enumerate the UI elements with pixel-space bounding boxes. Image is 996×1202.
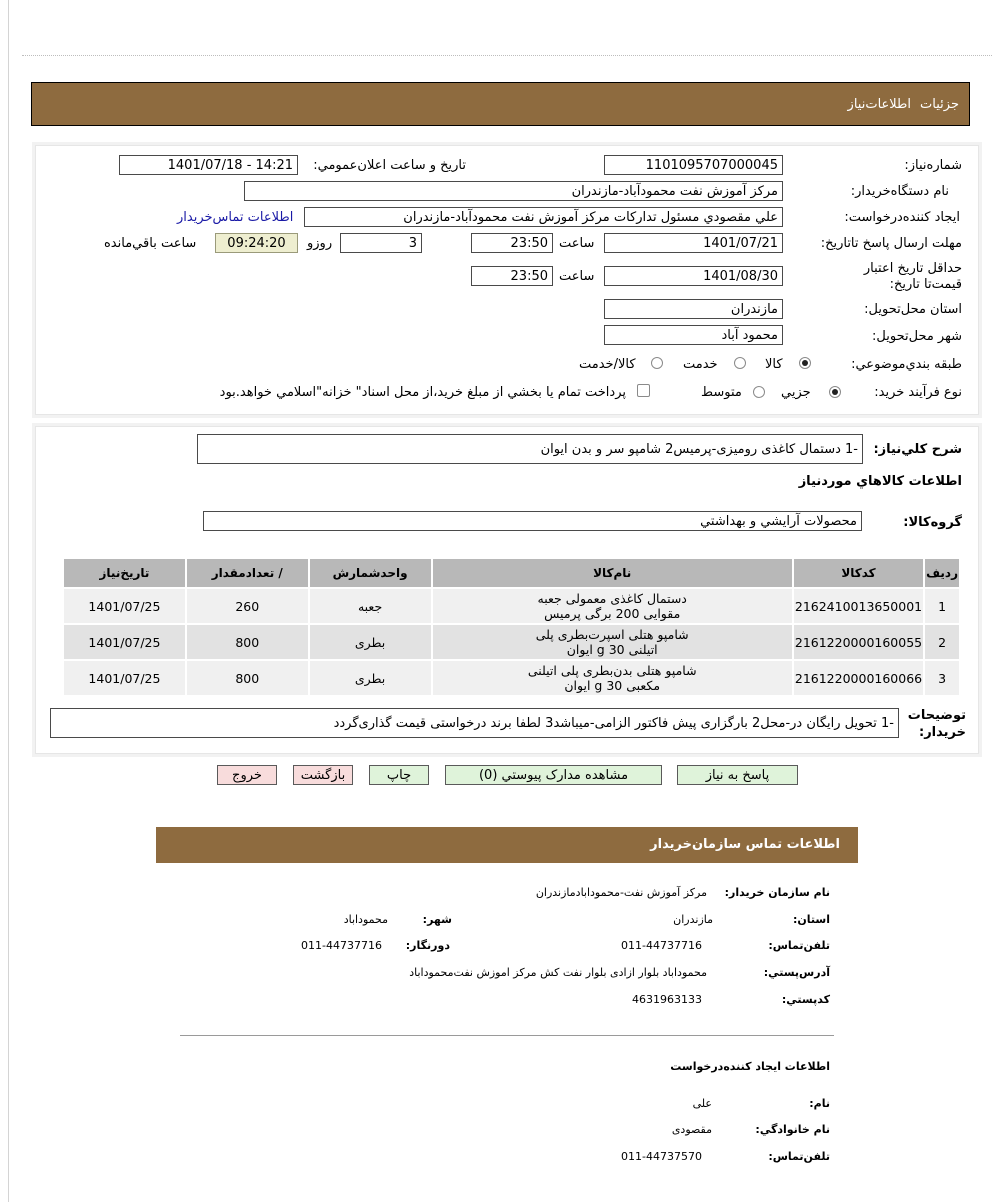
item-name: دستمال کاغذی معمولی جعبه مقوایی 200 برگی پرمیس — [433, 589, 792, 623]
contact-postal: 4631963133 — [632, 993, 702, 1006]
days-field: 3 — [340, 233, 422, 253]
item-code: 2162410013650001 — [794, 589, 923, 623]
creator-info-title: اطلاعات ايجاد کننده‌درخواست — [670, 1060, 830, 1073]
row-index: 1 — [925, 589, 959, 623]
summary-field: -1 دستمال کاغذی رومیزی-پرمیس2 شامپو سر و بدن ایوان — [197, 434, 863, 464]
tab-details[interactable]: جزئيات — [920, 97, 959, 112]
tab-need-info[interactable]: اطلاعات‌نياز — [847, 97, 911, 112]
col-row: رديف — [925, 559, 959, 587]
item-qty: 800 — [187, 625, 308, 659]
item-unit: بطری — [310, 625, 431, 659]
category-radio-goods-service[interactable] — [651, 357, 663, 369]
announce-field: 1401/07/18 - 14:21 — [119, 155, 298, 175]
goods-table — [62, 557, 961, 697]
need-number-field: 1101095707000045 — [604, 155, 783, 175]
goods-group-field: محصولات آرايشي و بهداشتي — [203, 511, 862, 531]
category-option-goods-service: کالا‌/خدمت — [579, 357, 636, 372]
category-radio-service[interactable] — [734, 357, 746, 369]
col-date: تاريخ‌نياز — [64, 559, 185, 587]
item-qty: 800 — [187, 661, 308, 695]
contact-phone: 011-44737716 — [621, 939, 702, 952]
treasury-payment-note: پرداخت تمام يا بخشي از مبلغ خريد،از محل اسناد" خزانه"اسلامي خواهد.بود — [219, 385, 626, 400]
validity-time-field: 23:50 — [471, 266, 553, 286]
city-label: شهر محل‌تحويل: — [872, 329, 962, 344]
goods-title: اطلاعات کالاهاي موردنياز — [798, 474, 962, 489]
contact-fax: 011-44737716 — [301, 939, 382, 952]
deadline-date-field: 1401/07/21 — [604, 233, 783, 253]
city-field: محمود آباد — [604, 325, 783, 345]
buyer-org-label: نام دستگاه‌خريدار: — [850, 184, 949, 199]
deadline-time-field: 23:50 — [471, 233, 553, 253]
contact-fax-label: دورنگار: — [405, 939, 450, 952]
item-unit: بطری — [310, 661, 431, 695]
top-tab-bar — [31, 82, 970, 126]
process-radio-medium[interactable] — [753, 386, 765, 398]
treasury-payment-checkbox[interactable] — [637, 384, 650, 397]
creator-phone-label: تلفن‌تماس: — [768, 1150, 830, 1163]
item-date: 1401/07/25 — [64, 661, 185, 695]
col-qty: / تعدادمقدار — [187, 559, 308, 587]
contact-postal-label: کدپستي: — [781, 993, 830, 1006]
announce-label: تاريخ و ساعت اعلان‌عمومي: — [313, 158, 466, 173]
item-date: 1401/07/25 — [64, 589, 185, 623]
category-option-service: خدمت — [683, 357, 718, 372]
days-word: روزو — [307, 236, 333, 251]
row-index: 2 — [925, 625, 959, 659]
category-radio-goods[interactable] — [799, 357, 811, 369]
province-label: استان محل‌تحويل: — [864, 302, 962, 317]
contact-province: مازندران — [673, 913, 713, 926]
deadline-label: مهلت ارسال پاسخ تا‌تاريخ: — [820, 236, 962, 251]
attachments-button[interactable]: مشاهده مدارک پيوستي (0) — [445, 765, 662, 785]
validity-time-word: ساعت — [559, 269, 595, 284]
contact-address: محموداباد بلوار ازادی بلوار نفت کش مرکز اموزش نفت‌محموداباد — [409, 966, 707, 979]
col-name: نام‌کالا — [433, 559, 792, 587]
table-row — [64, 625, 959, 659]
summary-label: شرح کلي‌نياز: — [873, 442, 962, 457]
creator-label: ايجاد کننده‌درخواست: — [844, 210, 960, 225]
buyer-notes-field: -1 تحویل رایگان در-محل2 بارگزاری پیش فاکتور الزامی-میباشد3 لطفا برند درخواستی قیمت گذاری‌گردد — [50, 708, 899, 738]
creator-family: مقصودی — [671, 1123, 712, 1136]
page-left-rule — [8, 0, 9, 1202]
contact-phone-label: تلفن‌تماس: — [768, 939, 830, 952]
item-name: شامپو هتلی بدن‌بطری پلی اتیلنی مکعبی 30 g ایوان — [433, 661, 792, 695]
creator-name: علی — [692, 1097, 712, 1110]
remaining-word: ساعت باقي‌مانده — [104, 236, 197, 251]
buyer-org-field: مرکز آموزش نفت محمودآباد-مازندران — [244, 181, 783, 201]
deadline-time-word: ساعت — [559, 236, 595, 251]
table-row — [64, 661, 959, 695]
item-name: شامپو هتلی اسپرت‌بطری پلی اتیلنی 30 g ایوان — [433, 625, 792, 659]
item-unit: جعبه — [310, 589, 431, 623]
item-code: 2161220000160066 — [794, 661, 923, 695]
creator-phone: 011-44737570 — [621, 1150, 702, 1163]
creator-field: علي مقصودي مسئول تدارکات مرکز آموزش نفت محمودآباد-مازندران — [304, 207, 783, 227]
category-label: طبقه بندي‌موضوعي: — [851, 357, 962, 372]
process-option-medium: متوسط — [701, 385, 742, 400]
creator-family-label: نام خانوادگي: — [755, 1123, 830, 1136]
col-code: کدکالا — [794, 559, 923, 587]
process-radio-minor[interactable] — [829, 386, 841, 398]
contact-org: مرکز آموزش نفت-محمودابادمازندران — [535, 886, 707, 899]
contact-province-label: استان: — [793, 913, 830, 926]
top-dotted-divider — [22, 55, 992, 56]
contact-city-label: شهر: — [422, 913, 452, 926]
category-option-goods: کالا — [765, 357, 783, 372]
validity-date-field: 1401/08/30 — [604, 266, 783, 286]
contact-org-label: نام سازمان خريدار: — [724, 886, 830, 899]
row-index: 3 — [925, 661, 959, 695]
goods-group-label: گروه‌کالا: — [903, 515, 962, 530]
table-row — [64, 589, 959, 623]
buyer-contact-link[interactable]: اطلاعات تماس‌خريدار — [177, 210, 294, 225]
reply-button[interactable]: پاسخ به نياز — [677, 765, 798, 785]
contact-header-bar — [156, 827, 858, 863]
contact-divider — [180, 1035, 834, 1036]
need-number-label: شماره‌نياز: — [904, 158, 962, 173]
item-qty: 260 — [187, 589, 308, 623]
province-field: مازندران — [604, 299, 783, 319]
contact-address-label: آدرس‌پستي: — [763, 966, 830, 979]
item-date: 1401/07/25 — [64, 625, 185, 659]
buyer-notes-label: توضيحات خريدار: — [907, 708, 966, 740]
process-label: نوع فرآيند خريد: — [874, 385, 962, 400]
creator-name-label: نام: — [809, 1097, 830, 1110]
validity-label: حداقل تاريخ اعتبار قيمت‌تا تاريخ: — [863, 261, 962, 292]
back-button[interactable]: بازگشت — [293, 765, 353, 785]
remaining-timer: 09:24:20 — [215, 233, 298, 253]
process-option-minor: جزيي — [781, 385, 811, 400]
contact-city: محموداباد — [343, 913, 388, 926]
print-button[interactable]: چاپ — [369, 765, 429, 785]
col-unit: واحدشمارش — [310, 559, 431, 587]
contact-title: اطلاعات تماس سازمان‌خريدار — [650, 837, 840, 852]
item-code: 2161220000160055 — [794, 625, 923, 659]
exit-button[interactable]: خروج — [217, 765, 277, 785]
